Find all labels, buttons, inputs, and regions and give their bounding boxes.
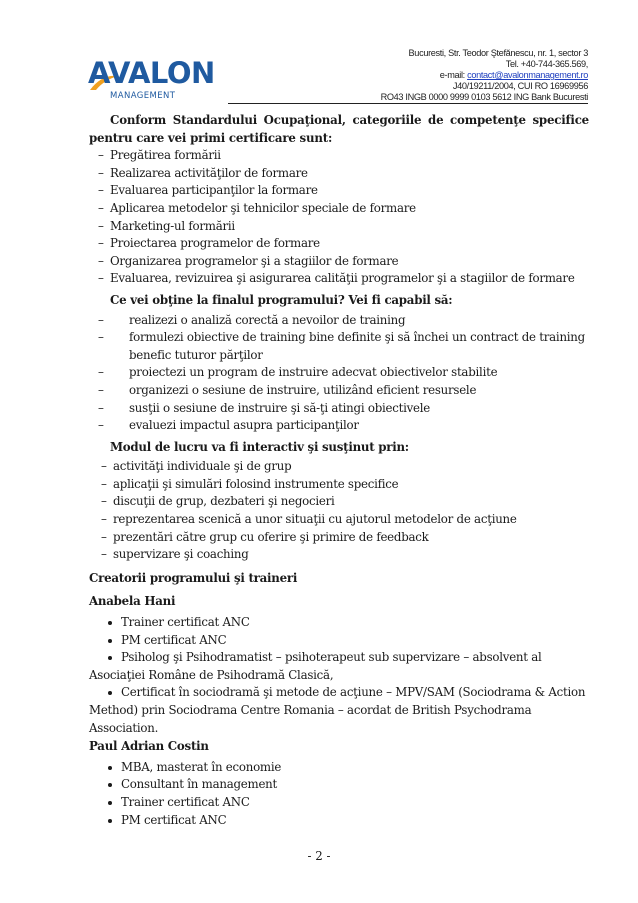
email-line bbox=[381, 70, 588, 81]
trainer-name: Anabela Hani bbox=[89, 594, 176, 609]
list-item: – Marketing-ul formării bbox=[89, 218, 589, 236]
standards-intro: Conform Standardului Ocupaţional, categoriile de competenţe specifice pentru care vei primi certificare sunt: bbox=[89, 113, 589, 145]
standards-list bbox=[89, 147, 589, 288]
list-item: Consultant în management bbox=[89, 776, 589, 794]
email-link[interactable]: contact@avalonmanagement.ro bbox=[467, 70, 588, 80]
list-item: – evaluezi impactul asupra participanţilor bbox=[89, 417, 589, 435]
trainer-credentials-list bbox=[89, 759, 589, 829]
list-item: PM certificat ANC bbox=[89, 812, 589, 830]
registry-line: J40/19211/2004, CUI RO 16969956 bbox=[452, 81, 588, 91]
phone-line: Tel. +40-744-365.569, bbox=[505, 59, 588, 69]
list-item: – Aplicarea metodelor şi tehnicilor speciale de formare bbox=[89, 200, 589, 218]
list-item: PM certificat ANC bbox=[89, 632, 589, 650]
list-item: Trainer certificat ANC bbox=[89, 614, 589, 632]
logo-subtitle: MANAGEMENT bbox=[110, 91, 176, 101]
list-item: – aplicaţii şi simulări folosind instrumente specifice bbox=[99, 476, 589, 494]
address-line: Bucuresti, Str. Teodor Ştefănescu, nr. 1, sector 3 bbox=[408, 48, 588, 58]
list-item: – susţii o sesiune de instruire şi să-ţi atingi obiectivele bbox=[89, 400, 589, 418]
list-item: – Evaluarea, revizuirea şi asigurarea calităţii programelor şi a stagiilor de formare bbox=[89, 270, 589, 288]
list-item: Certificat în sociodramă şi metode de acţiune – MPV/SAM (Sociodrama & Action Method) prin Sociodrama Centre Romania – acordat de British Psychodrama Association. bbox=[89, 684, 589, 737]
bank-line: RO43 INGB 0000 9999 0103 5612 ING Bank Bucuresti bbox=[380, 92, 588, 102]
method-list bbox=[89, 458, 589, 564]
list-item: – Realizarea activităţilor de formare bbox=[89, 165, 589, 183]
avalon-logo bbox=[88, 58, 228, 106]
creators-title: Creatorii programului şi traineri bbox=[89, 570, 298, 585]
list-item: – discuţii de grup, dezbateri şi negocieri bbox=[99, 493, 589, 511]
list-item: – Proiectarea programelor de formare bbox=[89, 235, 589, 253]
page-number: - 2 - bbox=[307, 849, 331, 863]
logo-wordmark: AVALON bbox=[88, 56, 215, 90]
list-item: MBA, masterat în economie bbox=[89, 759, 589, 777]
list-item: Psiholog şi Psihodramatist – psihoterapeut sub supervizare – absolvent al Asociaţiei Române de Psihodramă Clasică, bbox=[89, 649, 589, 684]
list-item: – realizezi o analiză corectă a nevoilor de training bbox=[89, 312, 589, 330]
list-item: – prezentări către grup cu oferire şi primire de feedback bbox=[99, 529, 589, 547]
page-header bbox=[0, 0, 638, 112]
list-item: – supervizare şi coaching bbox=[99, 546, 589, 564]
list-item: – organizezi o sesiune de instruire, utilizând eficient resursele bbox=[89, 382, 589, 400]
list-item: – Pregătirea formării bbox=[89, 147, 589, 165]
outcomes-list bbox=[89, 312, 589, 435]
list-item: – formulezi obiective de training bine definite şi să închei un contract de training benefic tuturor părţilor bbox=[89, 329, 589, 364]
trainer-name: Paul Adrian Costin bbox=[89, 739, 209, 754]
list-item: – reprezentarea scenică a unor situaţii cu ajutorul metodelor de acţiune bbox=[99, 511, 589, 529]
outcomes-title: Ce vei obţine la finalul programului? Vei fi capabil să: bbox=[110, 292, 453, 307]
list-item: – activităţi individuale şi de grup bbox=[99, 458, 589, 476]
header-divider bbox=[228, 103, 588, 104]
trainer-credentials-list bbox=[89, 614, 589, 737]
contact-block bbox=[381, 48, 588, 103]
list-item: – Evaluarea participanţilor la formare bbox=[89, 182, 589, 200]
list-item: Trainer certificat ANC bbox=[89, 794, 589, 812]
email-label: e-mail: bbox=[439, 70, 468, 80]
list-item: – proiectezi un program de instruire adecvat obiectivelor stabilite bbox=[89, 364, 589, 382]
list-item: – Organizarea programelor şi a stagiilor de formare bbox=[89, 253, 589, 271]
method-title: Modul de lucru va fi interactiv şi susţinut prin: bbox=[110, 439, 409, 454]
document-body bbox=[89, 112, 589, 829]
